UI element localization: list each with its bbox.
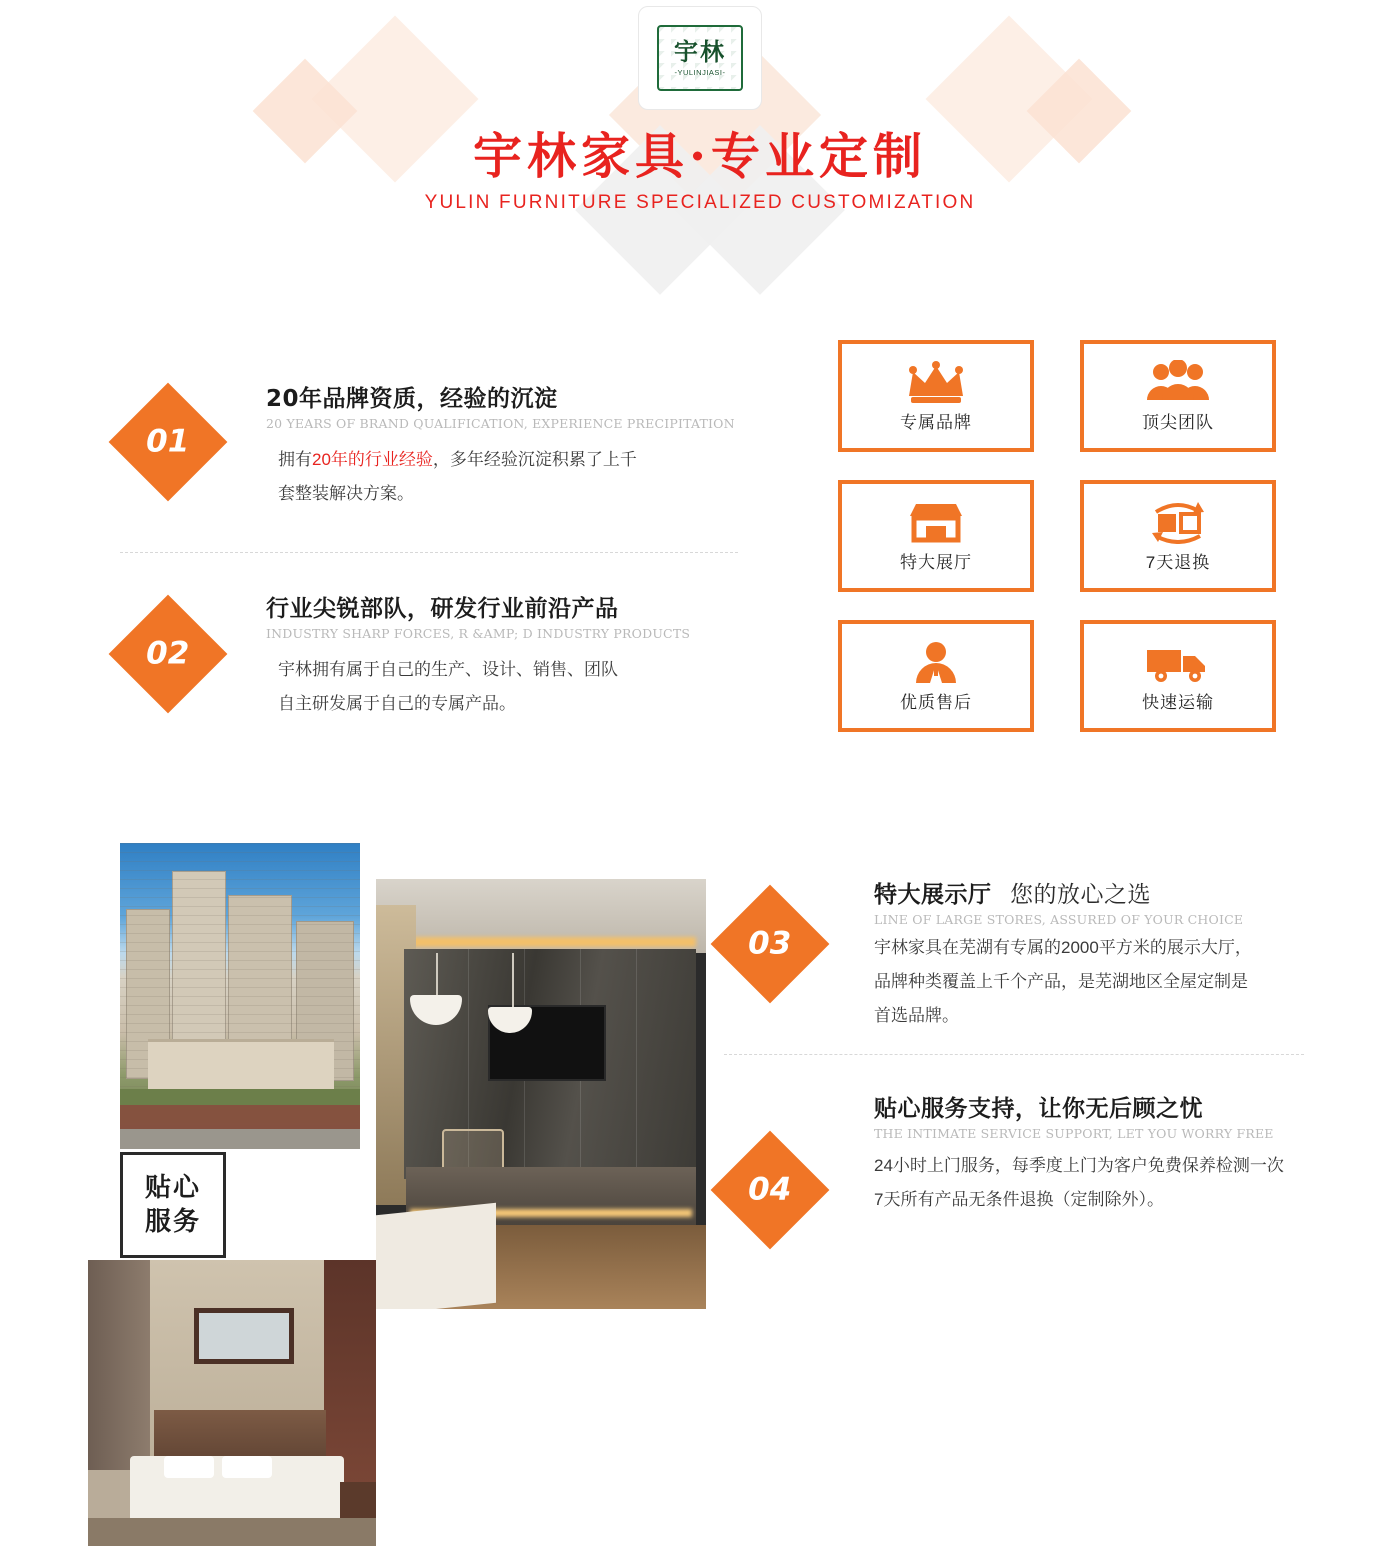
feature-number-badge-01 — [109, 383, 228, 502]
feature-subtitle-03: LINE OF LARGE STORES, ASSURED OF YOUR CHOICE — [874, 912, 1244, 927]
feature-body-02-line2: 自主研发属于自己的专属产品。 — [278, 694, 516, 713]
truck-icon — [1145, 640, 1211, 684]
feature-body-03-line3: 首选品牌。 — [874, 1006, 959, 1025]
feature-title-02: 行业尖锐部队，研发行业前沿产品 — [266, 596, 619, 622]
feature-number-badge-02 — [109, 595, 228, 714]
page-header — [0, 0, 1400, 260]
page-title: 宇林家具·专业定制 — [472, 127, 928, 185]
feature-number-04: 04 — [748, 1171, 792, 1208]
feature-block-03 — [728, 876, 1368, 1033]
feature-body-01 — [278, 443, 746, 511]
feature-subtitle-02: INDUSTRY SHARP FORCES, R &AMP; D INDUSTRY PRODUCTS — [266, 626, 691, 641]
feature-body-02-line1: 宇林拥有属于自己的生产、设计、销售、团队 — [278, 660, 618, 679]
feature-divider-right — [724, 1054, 1304, 1055]
feature-number-badge-03 — [711, 885, 830, 1004]
feature-body-03 — [874, 931, 1368, 1033]
advantage-label-3: 7天退换 — [1145, 552, 1211, 572]
badge-line2: 服务 — [144, 1207, 201, 1237]
advantage-label-5: 快速运输 — [1142, 692, 1214, 712]
advantage-cell-showroom[interactable] — [838, 480, 1034, 592]
feature-title-04: 贴心服务支持，让你无后顾之忧 — [874, 1096, 1203, 1122]
feature-subtitle-04: THE INTIMATE SERVICE SUPPORT, LET YOU WORRY FREE — [874, 1126, 1274, 1141]
feature-body-03-line1: 宇林家具在芜湖有专属的2000平方米的展示大厅， — [874, 938, 1252, 957]
advantage-label-1: 顶尖团队 — [1142, 412, 1214, 432]
feature-body-02 — [278, 653, 746, 721]
intimate-service-badge — [120, 1152, 226, 1258]
feature-body-04-line2: 7天所有产品无条件退换（定制除外）。 — [874, 1190, 1164, 1209]
advantage-label-4: 优质售后 — [900, 692, 972, 712]
feature-title-01: 20年品牌资质，经验的沉淀 — [266, 386, 558, 412]
advantage-cell-top-team[interactable] — [1080, 340, 1276, 452]
advantage-cell-exclusive-brand[interactable] — [838, 340, 1034, 452]
logo-english-text: -YULINJIASI- — [674, 67, 726, 77]
support-agent-icon — [911, 640, 961, 684]
feature-block-04 — [728, 1090, 1368, 1217]
feature-body-01-line2: 套整装解决方案。 — [278, 484, 414, 503]
feature-number-badge-04 — [711, 1131, 830, 1250]
feature-title-03-light: 您的放心之选 — [1010, 882, 1152, 908]
page-subtitle: YULIN FURNITURE SPECIALIZED CUSTOMIZATION — [424, 192, 976, 213]
advantage-label-0: 专属品牌 — [900, 412, 972, 432]
badge-line1: 贴心 — [144, 1173, 201, 1203]
advantage-cell-after-sales[interactable] — [838, 620, 1034, 732]
return-icon — [1148, 500, 1208, 544]
feature-number-02: 02 — [146, 635, 190, 672]
logo-mark-icon — [657, 25, 743, 91]
storefront-icon — [906, 500, 966, 544]
feature-body-04-line1: 24小时上门服务，每季度上门为客户免费保养检测一次 — [874, 1156, 1284, 1175]
feature-body-01-post: ，多年经验沉淀积累了上千 — [432, 450, 637, 469]
logo-chinese-text: 宇林 — [674, 36, 726, 66]
feature-body-04 — [874, 1149, 1368, 1217]
feature-title-03 — [874, 876, 1368, 909]
feature-body-01-pre: 拥有 — [278, 450, 312, 469]
building-photo — [120, 843, 360, 1149]
feature-number-01: 01 — [146, 423, 190, 460]
team-icon — [1145, 360, 1211, 404]
feature-block-01 — [126, 380, 746, 511]
advantage-cell-fast-delivery[interactable] — [1080, 620, 1276, 732]
feature-block-02 — [126, 590, 746, 721]
advantage-label-2: 特大展厅 — [900, 552, 972, 572]
advantage-cell-7day-return[interactable] — [1080, 480, 1276, 592]
feature-subtitle-01: 20 YEARS OF BRAND QUALIFICATION, EXPERIENCE PRECIPITATION — [266, 416, 735, 431]
feature-body-03-line2: 品牌种类覆盖上千个产品，是芜湖地区全屋定制是 — [874, 972, 1248, 991]
brand-logo — [638, 6, 762, 110]
feature-title-03-strong: 特大展示厅 — [874, 882, 992, 908]
feature-body-01-highlight: 20年的行业经验 — [312, 450, 433, 469]
bedroom-photo — [88, 1260, 376, 1546]
living-room-photo — [376, 879, 706, 1309]
crown-icon — [905, 360, 967, 404]
feature-divider-left — [120, 552, 738, 553]
feature-number-03: 03 — [748, 925, 792, 962]
